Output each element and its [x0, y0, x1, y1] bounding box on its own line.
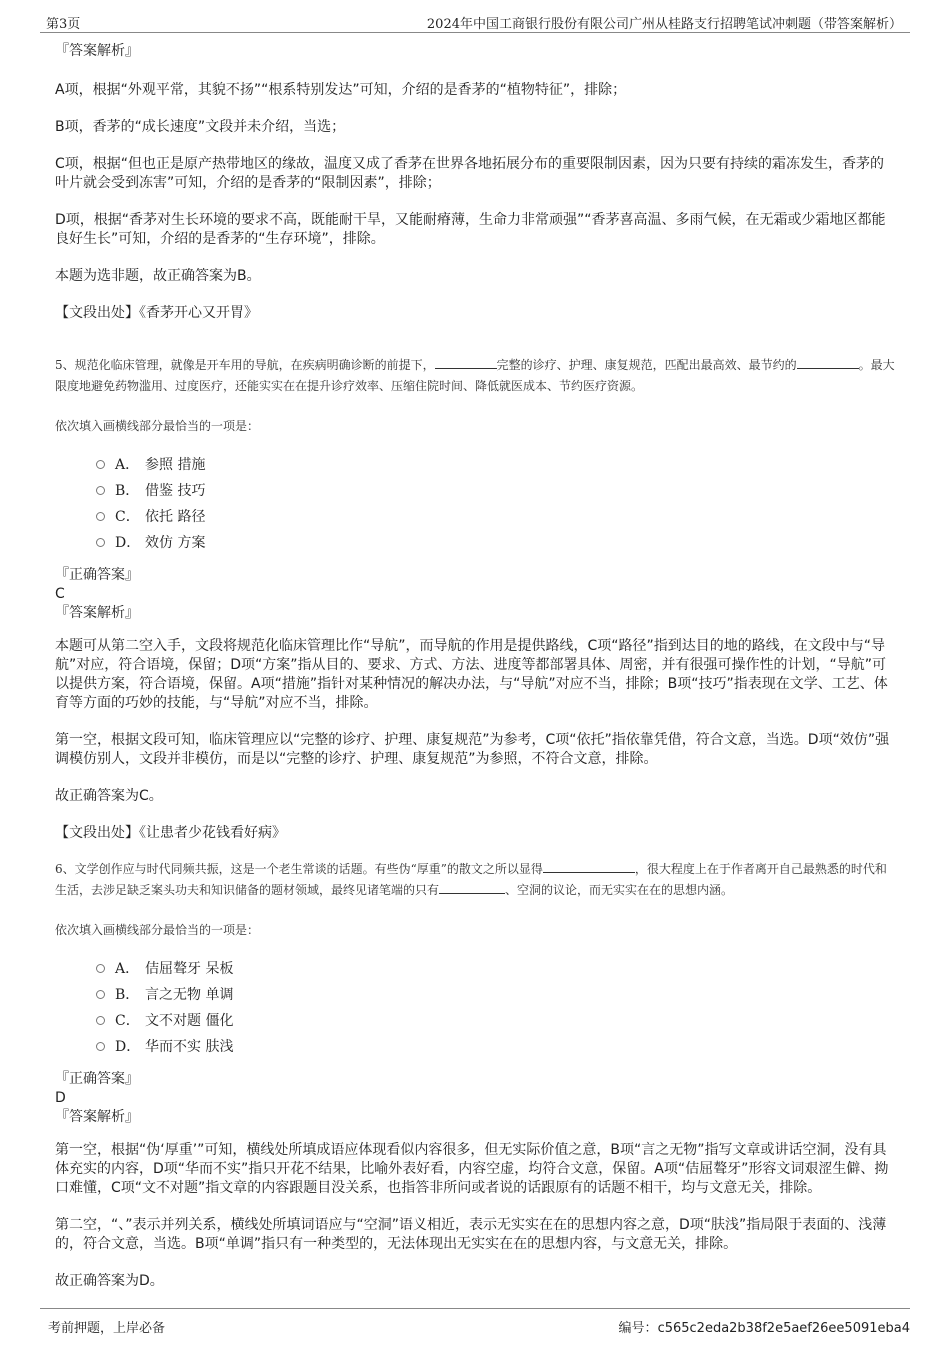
- radio-icon[interactable]: [96, 990, 105, 999]
- analysis-label: 『答案解析』: [55, 43, 139, 59]
- answer-conclusion: 故正确答案为D。: [55, 1273, 164, 1289]
- option-c[interactable]: [55, 504, 895, 530]
- q4-analysis-section: [55, 42, 895, 323]
- answer-conclusion: 故正确答案为C。: [55, 788, 163, 804]
- stem-text: 、空洞的议论，而无实实在在的思想内涵。: [505, 883, 734, 897]
- option-a[interactable]: [55, 956, 895, 982]
- analysis-label: 『答案解析』: [55, 1109, 139, 1125]
- correct-answer-label: 『正确答案』: [55, 567, 139, 583]
- option-d[interactable]: [55, 530, 895, 556]
- source-citation: 【文段出处】《香茅开心又开胃》: [55, 305, 258, 321]
- page-number: 第3页: [46, 17, 81, 32]
- blank-line: [439, 881, 505, 894]
- correct-answer-label: 『正确答案』: [55, 1071, 139, 1087]
- footer-slogan: 考前押题，上岸必备: [48, 1321, 166, 1336]
- option-text: 言之无物 单调: [145, 987, 234, 1003]
- analysis-paragraph: B项，香茅的“成长速度”文段并未介绍，当选；: [55, 119, 346, 135]
- option-text: 效仿 方案: [145, 535, 206, 551]
- blank-line: [797, 356, 859, 369]
- option-text: 借鉴 技巧: [145, 483, 206, 499]
- question-5: [55, 355, 895, 843]
- page-header: [40, 0, 910, 33]
- analysis-paragraph: A项，根据“外观平常，其貌不扬”“根系特别发达”可知，介绍的是香茅的“植物特征”，排除；: [55, 82, 627, 98]
- blank-line: [435, 356, 497, 369]
- option-letter: C．: [115, 1013, 140, 1029]
- option-letter: C．: [115, 509, 140, 525]
- option-text: 文不对题 僵化: [145, 1013, 234, 1029]
- radio-icon[interactable]: [96, 538, 105, 547]
- analysis-paragraph: 本题可从第二空入手，文段将规范化临床管理比作“导航”，而导航的作用是提供路线，C项“路径”指到达目的地的路线，在文段中与“导航”对应，符合语境，保留；D项“方案”指从目的、要求、方式、方法、进度等都部署具体、周密，并有很强可操作性的计划，“导航”可以提供方案，符合语境，保留。A项“措施”指针对某种情况的解决办法，与“导航”对应不当，排除；B项“技巧”指表现在文学、工艺、体育等方面的巧妙的技能，与“导航”对应不当，排除。: [55, 638, 888, 711]
- document-code: [619, 1317, 910, 1336]
- analysis-paragraph: 第一空，根据“伪‘厚重’”可知，横线处所填成语应体现看似内容很多，但无实际价值之意，B项“言之无物”指写文章或讲话空洞，没有具体充实的内容，D项“华而不实”指只开花不结果，比喻外表好看，内容空虚，均符合文意，保留。A项“佶屈聱牙”形容文词艰涩生僻、拗口难懂，C项“文不对题”指文章的内容跟题目没关系，也指答非所问或者说的话跟原有的话题不相干，均与文意无关，排除。: [55, 1142, 889, 1196]
- option-letter: A．: [115, 961, 140, 977]
- stem-text: ，很大程度上在于作者离开自己最熟悉的时代和生活，去涉足缺乏案头功夫和知识储备的题材领域，最终见诸笔端的只有: [55, 862, 887, 897]
- option-letter: A．: [115, 457, 140, 473]
- radio-icon[interactable]: [96, 1016, 105, 1025]
- option-letter: B．: [115, 987, 140, 1003]
- option-a[interactable]: [55, 452, 895, 478]
- question-prompt: 依次填入画横线部分最恰当的一项是：: [55, 419, 260, 433]
- option-text: 依托 路径: [145, 509, 206, 525]
- question-stem: [55, 859, 895, 901]
- code-value: c565c2eda2b38f2e5aef26ee5091eba4: [657, 1321, 910, 1336]
- stem-text: 6、文学创作应与时代同频共振，这是一个老生常谈的话题。有些伪“厚重”的散文之所以显得: [55, 862, 543, 876]
- option-text: 佶屈聱牙 呆板: [145, 961, 234, 977]
- option-letter: D．: [115, 1039, 141, 1055]
- option-c[interactable]: [55, 1008, 895, 1034]
- source-citation: 【文段出处】《让患者少花钱看好病》: [55, 825, 286, 841]
- options-list: [55, 452, 895, 556]
- analysis-label: 『答案解析』: [55, 605, 139, 621]
- radio-icon[interactable]: [96, 964, 105, 973]
- stem-text: 完整的诊疗、护理、康复规范，匹配出最高效、最节约的: [496, 358, 797, 372]
- analysis-paragraph: 第二空，“、”表示并列关系，横线处所填词语应与“空洞”语义相近，表示无实实在在的思想内容之意，D项“肤浅”指局限于表面的、浅薄的，符合文意，当选。B项“单调”指只有一种类型的，无法体现出无实实在在的思想内容，与文意无关，排除。: [55, 1217, 887, 1252]
- analysis-paragraph: C项，根据“但也正是原产热带地区的缘故，温度又成了香茅在世界各地拓展分布的重要限制因素，因为只要有持续的霜冻发生，香茅的叶片就会受到冻害”可知，介绍的是香茅的“限制因素”，排除；: [55, 156, 885, 191]
- correct-answer: C: [55, 586, 65, 602]
- analysis-paragraph: D项，根据“香茅对生长环境的要求不高，既能耐干旱，又能耐瘠薄，生命力非常顽强”“香茅喜高温、多雨气候，在无霜或少霜地区都能良好生长”可知，介绍的是香茅的“生存环境”，排除。: [55, 212, 886, 247]
- option-text: 华而不实 肤浅: [145, 1039, 234, 1055]
- correct-answer: D: [55, 1090, 66, 1106]
- page-footer: [40, 1308, 910, 1339]
- code-label: 编号：: [618, 1321, 658, 1336]
- option-letter: D．: [115, 535, 141, 551]
- question-prompt: 依次填入画横线部分最恰当的一项是：: [55, 923, 260, 937]
- document-title: 2024年中国工商银行股份有限公司广州从桂路支行招聘笔试冲刺题（带答案解析）: [426, 17, 902, 32]
- option-d[interactable]: [55, 1034, 895, 1060]
- analysis-paragraph: 第一空，根据文段可知，临床管理应以“完整的诊疗、护理、康复规范”为参考，C项“依托”指依靠凭借，符合文意，当选。D项“效仿”强调模仿别人，文段并非模仿，而是以“完整的诊疗、护理、康复规范”为参照，不符合文意，排除。: [55, 732, 890, 767]
- radio-icon[interactable]: [96, 512, 105, 521]
- option-b[interactable]: [55, 982, 895, 1008]
- radio-icon[interactable]: [96, 460, 105, 469]
- radio-icon[interactable]: [96, 486, 105, 495]
- option-b[interactable]: [55, 478, 895, 504]
- option-text: 参照 措施: [145, 457, 206, 473]
- stem-text: 。最大限度地避免药物滥用、过度医疗，还能实实在在提升诊疗效率、压缩住院时间、降低就医成本、节约医疗资源。: [55, 358, 895, 393]
- option-letter: B．: [115, 483, 140, 499]
- blank-line: [543, 860, 635, 873]
- question-stem: [55, 355, 895, 397]
- page-content: [55, 42, 895, 1297]
- radio-icon[interactable]: [96, 1042, 105, 1051]
- answer-conclusion: 本题为选非题，故正确答案为B。: [55, 268, 261, 284]
- question-6: [55, 859, 895, 1297]
- options-list: [55, 956, 895, 1060]
- stem-text: 5、规范化临床管理，就像是开车用的导航，在疾病明确诊断的前提下，: [55, 358, 435, 372]
